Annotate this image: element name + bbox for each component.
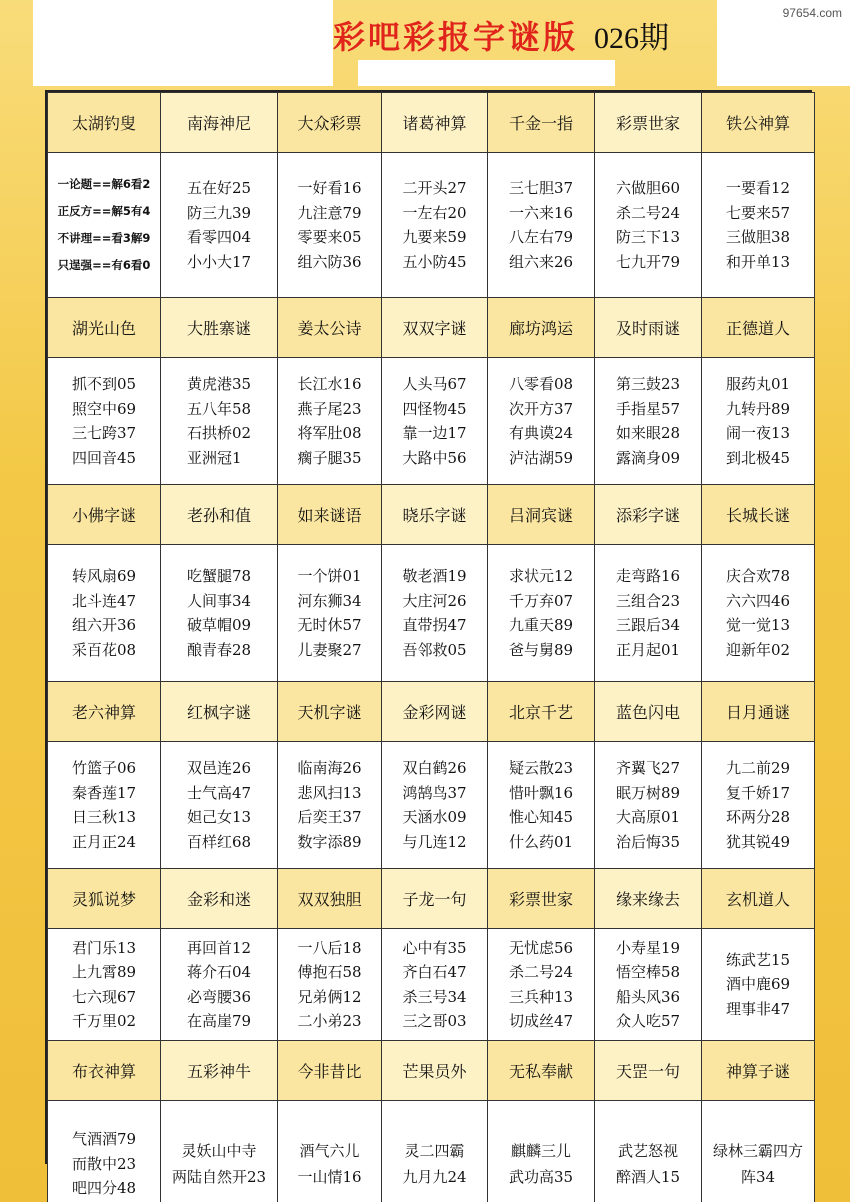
section-header-row <box>48 869 815 929</box>
section-header-row <box>48 682 815 742</box>
riddle-line: 百样红68 <box>186 832 252 851</box>
riddle-line: 三之哥03 <box>402 1012 467 1030</box>
riddle-cell <box>595 742 702 869</box>
riddle-cell <box>382 742 488 869</box>
riddle-line: 看零四04 <box>186 228 252 246</box>
riddle-lines <box>509 1138 573 1190</box>
riddle-cell <box>278 358 382 485</box>
riddle-line: 闹一夜13 <box>725 424 791 442</box>
riddle-cell <box>702 1101 815 1202</box>
riddle-cell <box>595 358 702 485</box>
riddle-lines <box>72 936 136 1034</box>
riddle-cell <box>161 742 278 869</box>
riddle-line: 采百花08 <box>71 640 137 659</box>
column-title: 正德道人 <box>702 298 815 358</box>
riddle-line: 一左右20 <box>402 203 467 222</box>
column-title: 子龙一句 <box>382 869 488 929</box>
riddle-line: 泸沽湖59 <box>508 448 574 467</box>
column-title: 天罡一句 <box>595 1041 702 1101</box>
riddle-line: 小小大17 <box>186 252 252 271</box>
riddle-line: 和开单13 <box>725 252 791 271</box>
riddle-line: 爸与舅89 <box>508 640 574 659</box>
riddle-lines <box>72 756 136 854</box>
riddle-lines <box>726 756 790 854</box>
column-title: 小佛字谜 <box>48 485 161 545</box>
riddle-lines <box>616 1138 680 1190</box>
riddle-line: 齐翼飞27 <box>615 759 681 777</box>
riddle-lines <box>726 176 790 274</box>
riddle-lines <box>297 1138 361 1190</box>
riddle-lines <box>509 936 573 1034</box>
section-data-row <box>48 929 815 1041</box>
riddle-lines <box>187 936 251 1034</box>
riddle-line: 七九开79 <box>615 252 681 271</box>
column-title: 大众彩票 <box>278 93 382 153</box>
riddle-cell <box>48 545 161 682</box>
riddle-line: 防三下13 <box>615 228 681 246</box>
column-title: 无私奉献 <box>488 1041 595 1101</box>
page-title <box>333 12 669 56</box>
riddle-line: 再回首12 <box>186 938 252 957</box>
riddle-line: 醉酒人15 <box>615 1168 681 1186</box>
riddle-cell <box>702 545 815 682</box>
riddle-cell <box>702 153 815 298</box>
section-header-row <box>48 485 815 545</box>
riddle-lines <box>72 564 136 662</box>
riddle-line: 迎新年02 <box>725 640 791 659</box>
riddle-line: 儿妻聚27 <box>297 640 362 659</box>
riddle-cell <box>595 1101 702 1202</box>
riddle-lines <box>726 948 790 1022</box>
riddle-line: 士气高47 <box>186 783 252 802</box>
riddle-line: 鸿鹄鸟37 <box>402 783 467 802</box>
riddle-lines <box>58 171 151 279</box>
riddle-line: 酒中鹿69 <box>725 975 791 994</box>
riddle-cell <box>488 153 595 298</box>
riddle-lines <box>402 176 466 274</box>
riddle-line: 绿林三霸四方阵34 <box>712 1142 803 1186</box>
riddle-lines <box>187 564 251 662</box>
section-header-row <box>48 1041 815 1101</box>
riddle-line: 正反方==解5有4 <box>57 204 151 218</box>
riddle-cell <box>595 153 702 298</box>
riddle-lines <box>509 372 573 470</box>
riddle-line: 酿青春28 <box>186 640 252 659</box>
riddle-line: 无时休57 <box>297 616 362 634</box>
column-title: 彩票世家 <box>595 93 702 153</box>
riddle-line: 五小防45 <box>402 252 467 271</box>
riddle-line: 切成丝47 <box>508 1012 574 1030</box>
riddle-cell <box>382 153 488 298</box>
riddle-line: 理事非47 <box>725 999 791 1018</box>
column-title: 诸葛神算 <box>382 93 488 153</box>
riddle-lines <box>616 936 680 1034</box>
riddle-cell <box>488 742 595 869</box>
riddle-lines <box>187 756 251 854</box>
riddle-line: 在高崖79 <box>186 1012 252 1030</box>
riddle-cell <box>278 1101 382 1202</box>
riddle-line: 河东狮34 <box>297 591 362 610</box>
riddle-line: 如来眼28 <box>615 424 681 442</box>
riddle-cell <box>382 545 488 682</box>
riddle-line: 服药丸01 <box>725 375 791 393</box>
riddle-lines <box>297 756 361 854</box>
riddle-cell <box>161 545 278 682</box>
riddle-line: 防三九39 <box>186 203 252 222</box>
riddle-line: 临南海26 <box>297 759 362 777</box>
watermark: 97654.com <box>782 6 842 20</box>
section-header-row <box>48 298 815 358</box>
riddle-line: 大路中56 <box>402 448 467 467</box>
riddle-line: 直带拐47 <box>402 616 467 634</box>
riddle-cell <box>48 358 161 485</box>
column-title: 大胜寨谜 <box>161 298 278 358</box>
column-title: 双双字谜 <box>382 298 488 358</box>
riddle-line: 不讲理==看3解9 <box>57 231 151 245</box>
riddle-line: 秦香莲17 <box>71 783 137 802</box>
riddle-line: 敬老酒19 <box>402 567 467 585</box>
riddle-lines <box>616 372 680 470</box>
riddle-lines <box>402 564 466 662</box>
riddle-line: 天涵水09 <box>402 808 467 826</box>
column-title: 红枫字谜 <box>161 682 278 742</box>
riddle-line: 大高原01 <box>615 808 681 826</box>
riddle-line: 吧四分48 <box>71 1179 137 1198</box>
riddle-line: 齐白石47 <box>402 963 467 981</box>
header-white-bottom <box>358 60 615 86</box>
riddle-line: 燕子尾23 <box>297 399 362 418</box>
table-body <box>48 93 815 1202</box>
riddle-line: 船头风36 <box>615 987 681 1006</box>
riddle-line: 组六来26 <box>508 252 574 271</box>
riddle-line: 上九霄89 <box>71 963 137 981</box>
column-title: 及时雨谜 <box>595 298 702 358</box>
riddle-line: 九转丹89 <box>725 399 791 418</box>
riddle-line: 悲风扫13 <box>297 783 362 802</box>
header-white-left <box>33 0 333 86</box>
riddle-cell <box>702 929 815 1041</box>
riddle-cell <box>161 358 278 485</box>
riddle-lines <box>509 564 573 662</box>
column-title: 如来谜语 <box>278 485 382 545</box>
riddle-line: 靠一边17 <box>402 424 467 442</box>
riddle-cell <box>382 1101 488 1202</box>
riddle-line: 四怪物45 <box>402 399 467 418</box>
riddle-line: 第三鼓23 <box>615 375 681 393</box>
column-title: 吕洞宾谜 <box>488 485 595 545</box>
riddle-line: 三兵种13 <box>508 987 574 1006</box>
riddle-line: 亚洲冠1 <box>186 448 242 467</box>
riddle-cell <box>161 153 278 298</box>
riddle-lines <box>616 756 680 854</box>
riddle-line: 武艺怒视 <box>617 1142 678 1160</box>
riddle-cell <box>488 1101 595 1202</box>
riddle-line: 惟心知45 <box>508 808 574 826</box>
riddle-line: 吃蟹腿78 <box>186 567 252 585</box>
riddle-line: 四回音45 <box>71 448 137 467</box>
riddle-line: 犹其锐49 <box>725 832 791 851</box>
riddle-line: 七要来57 <box>725 203 791 222</box>
riddle-cell <box>161 1101 278 1202</box>
column-title: 姜太公诗 <box>278 298 382 358</box>
riddle-line: 三七胆37 <box>508 179 574 197</box>
riddle-line: 杀三号34 <box>402 987 467 1006</box>
riddle-cell <box>702 742 815 869</box>
section-data-row <box>48 358 815 485</box>
riddle-line: 惜叶飘16 <box>508 783 574 802</box>
riddle-line: 有典谟24 <box>508 424 574 442</box>
column-title: 五彩神牛 <box>161 1041 278 1101</box>
riddle-line: 九月九24 <box>402 1168 467 1186</box>
riddle-cell <box>278 929 382 1041</box>
riddle-line: 五八年58 <box>186 399 252 418</box>
riddle-lines <box>172 1138 266 1190</box>
riddle-line: 八零看08 <box>508 375 574 393</box>
riddle-cell <box>382 929 488 1041</box>
column-title: 神算子谜 <box>702 1041 815 1101</box>
riddle-line: 酒气六儿 <box>299 1142 360 1160</box>
riddle-line: 复千娇17 <box>725 783 791 802</box>
riddle-line: 露滴身09 <box>615 448 681 467</box>
riddle-line: 麒麟三儿 <box>510 1142 571 1160</box>
section-data-row <box>48 153 815 298</box>
column-title: 北京千艺 <box>488 682 595 742</box>
riddle-line: 九要来59 <box>402 228 467 246</box>
riddle-line: 兄弟俩12 <box>297 987 362 1006</box>
riddle-line: 千万弃07 <box>508 591 574 610</box>
column-title: 布衣神算 <box>48 1041 161 1101</box>
riddle-lines <box>509 176 573 274</box>
riddle-cell <box>161 929 278 1041</box>
column-title: 廊坊鸿运 <box>488 298 595 358</box>
riddle-lines <box>297 372 361 470</box>
riddle-cell <box>488 929 595 1041</box>
riddle-line: 大庄河26 <box>402 591 467 610</box>
riddle-line: 只逞强==有6看0 <box>57 258 151 272</box>
riddle-line: 治后悔35 <box>615 832 681 851</box>
riddle-lines <box>402 936 466 1034</box>
riddle-line: 必弯腰36 <box>186 987 252 1006</box>
riddle-line: 两陆自然开23 <box>171 1168 267 1186</box>
riddle-line: 三跟后34 <box>615 616 681 634</box>
riddle-line: 庆合欢78 <box>725 567 791 585</box>
riddle-line: 六六四46 <box>725 591 791 610</box>
riddle-line: 七六现67 <box>71 987 137 1006</box>
riddle-line: 竹篮子06 <box>71 759 137 777</box>
riddle-lines <box>187 176 251 274</box>
column-title: 今非昔比 <box>278 1041 382 1101</box>
riddle-lines <box>726 564 790 662</box>
riddle-line: 组六防36 <box>297 252 362 271</box>
riddle-line: 正月正24 <box>71 832 137 851</box>
riddle-cell <box>48 153 161 298</box>
riddle-lines <box>616 176 680 274</box>
riddle-line: 到北极45 <box>725 448 791 467</box>
riddle-line: 后奕王37 <box>297 808 362 826</box>
riddle-line: 眠万树89 <box>615 783 681 802</box>
riddle-line: 求状元12 <box>508 567 574 585</box>
riddle-table <box>45 90 812 1198</box>
riddle-line: 组六开36 <box>71 616 137 634</box>
riddle-line: 九二前29 <box>725 759 791 777</box>
riddle-line: 众人吃57 <box>615 1012 681 1030</box>
riddle-line: 零要来05 <box>297 228 362 246</box>
riddle-line: 一要看12 <box>725 179 791 197</box>
riddle-lines <box>297 936 361 1034</box>
riddle-line: 八左右79 <box>508 228 574 246</box>
riddle-lines <box>509 756 573 854</box>
riddle-line: 五在好25 <box>186 179 252 197</box>
riddle-line: 北斗连47 <box>71 591 137 610</box>
column-title: 灵狐说梦 <box>48 869 161 929</box>
riddle-lines <box>297 176 361 274</box>
column-title: 蓝色闪电 <box>595 682 702 742</box>
riddle-line: 黄虎港35 <box>186 375 252 393</box>
riddle-line: 灵妖山中寺 <box>181 1142 257 1160</box>
riddle-line: 双白鹤26 <box>402 759 467 777</box>
riddle-line: 而散中23 <box>71 1154 137 1173</box>
riddle-line: 日三秋13 <box>71 808 137 826</box>
riddle-line: 走弯路16 <box>615 567 681 585</box>
riddle-line: 照空中69 <box>71 399 137 418</box>
riddle-line: 三做胆38 <box>725 228 791 246</box>
riddle-cell <box>702 358 815 485</box>
riddle-line: 二小弟23 <box>297 1012 362 1030</box>
column-title: 添彩字谜 <box>595 485 702 545</box>
section-data-row <box>48 545 815 682</box>
riddle-line: 一个饼01 <box>297 567 362 585</box>
column-title: 南海神尼 <box>161 93 278 153</box>
riddle-cell <box>382 358 488 485</box>
riddle-lines <box>402 372 466 470</box>
riddle-lines <box>616 564 680 662</box>
riddle-cell <box>278 545 382 682</box>
riddle-cell <box>488 358 595 485</box>
riddle-lines <box>72 1127 136 1201</box>
column-title: 老孙和值 <box>161 485 278 545</box>
riddle-cell <box>488 545 595 682</box>
riddle-line: 妲己女13 <box>186 808 252 826</box>
riddle-line: 悟空棒58 <box>615 963 681 981</box>
riddle-lines <box>72 372 136 470</box>
riddle-line: 心中有35 <box>402 938 467 957</box>
riddle-line: 气酒酒79 <box>71 1130 137 1149</box>
column-title: 缘来缘去 <box>595 869 702 929</box>
riddle-line: 什么药01 <box>508 832 574 851</box>
column-title: 芒果员外 <box>382 1041 488 1101</box>
riddle-line: 人间事34 <box>186 591 252 610</box>
riddle-line: 一八后18 <box>297 938 362 957</box>
riddle-line: 蒋介石04 <box>186 963 252 981</box>
riddle-line: 小寿星19 <box>615 938 681 957</box>
riddle-line: 一山情16 <box>297 1168 362 1186</box>
riddle-line: 破草帽09 <box>186 616 252 634</box>
riddle-lines <box>709 1138 807 1190</box>
riddle-line: 与几连12 <box>402 832 467 851</box>
riddle-cell <box>278 153 382 298</box>
riddle-line: 正月起01 <box>615 640 681 659</box>
riddle-line: 次开方37 <box>508 399 574 418</box>
riddle-line: 一好看16 <box>297 179 362 197</box>
riddle-lines <box>297 564 361 662</box>
riddle-line: 二开头27 <box>402 179 467 197</box>
riddle-line: 无忧虑56 <box>508 938 574 957</box>
riddle-line: 灵二四霸 <box>404 1142 465 1160</box>
riddle-line: 傅抱石58 <box>297 963 362 981</box>
column-title: 天机字谜 <box>278 682 382 742</box>
riddle-line: 三组合23 <box>615 591 681 610</box>
column-title: 金彩和迷 <box>161 869 278 929</box>
riddle-line: 抓不到05 <box>71 375 137 393</box>
column-title: 长城长谜 <box>702 485 815 545</box>
riddle-line: 瘸子腿35 <box>297 448 362 467</box>
column-title: 湖光山色 <box>48 298 161 358</box>
column-title: 千金一指 <box>488 93 595 153</box>
column-title: 玄机道人 <box>702 869 815 929</box>
riddle-lines <box>402 756 466 854</box>
title-main: 彩吧彩报字谜版 <box>333 18 579 56</box>
riddle-line: 杀二号24 <box>615 203 681 222</box>
riddle-line: 九重天89 <box>508 616 574 634</box>
column-title: 双双独胆 <box>278 869 382 929</box>
riddle-line: 环两分28 <box>725 808 791 826</box>
riddle-line: 千万里02 <box>71 1012 137 1030</box>
riddle-cell <box>48 742 161 869</box>
riddle-cell <box>48 1101 161 1202</box>
riddle-line: 手指星57 <box>615 399 681 418</box>
section-data-row <box>48 742 815 869</box>
riddle-line: 杀二号24 <box>508 963 574 981</box>
section-header-row <box>48 93 815 153</box>
riddle-cell <box>278 742 382 869</box>
column-title: 彩票世家 <box>488 869 595 929</box>
riddle-line: 人头马67 <box>402 375 467 393</box>
riddle-line: 觉一觉13 <box>725 616 791 634</box>
riddle-line: 九注意79 <box>297 203 362 222</box>
riddle-line: 数字添89 <box>297 832 362 851</box>
riddle-line: 一六来16 <box>508 203 574 222</box>
column-title: 太湖钓叟 <box>48 93 161 153</box>
column-title: 老六神算 <box>48 682 161 742</box>
riddle-line: 疑云散23 <box>508 759 574 777</box>
column-title: 铁公神算 <box>702 93 815 153</box>
riddle-line: 君门乐13 <box>71 938 137 957</box>
riddle-line: 将军肚08 <box>297 424 362 442</box>
riddle-line: 练武艺15 <box>725 950 791 969</box>
column-title: 晓乐字谜 <box>382 485 488 545</box>
riddle-line: 长江水16 <box>297 375 362 393</box>
riddle-lines <box>726 372 790 470</box>
riddle-cell <box>595 929 702 1041</box>
riddle-line: 吾邻救05 <box>402 640 467 659</box>
riddle-cell <box>48 929 161 1041</box>
riddle-line: 石拱桥02 <box>186 424 252 442</box>
riddle-line: 转风扇69 <box>71 567 137 585</box>
section-data-row <box>48 1101 815 1202</box>
riddle-lines <box>187 372 251 470</box>
riddle-line: 三七跨37 <box>71 424 137 442</box>
riddle-line: 六做胆60 <box>615 179 681 197</box>
riddle-cell <box>595 545 702 682</box>
riddle-line: 武功高35 <box>508 1168 574 1186</box>
issue-number: 026期 <box>594 22 670 55</box>
riddle-line: 双邑连26 <box>186 759 252 777</box>
riddle-lines <box>402 1138 466 1190</box>
column-title: 金彩网谜 <box>382 682 488 742</box>
riddle-line: 一论题==解6看2 <box>57 177 151 191</box>
column-title: 日月通谜 <box>702 682 815 742</box>
